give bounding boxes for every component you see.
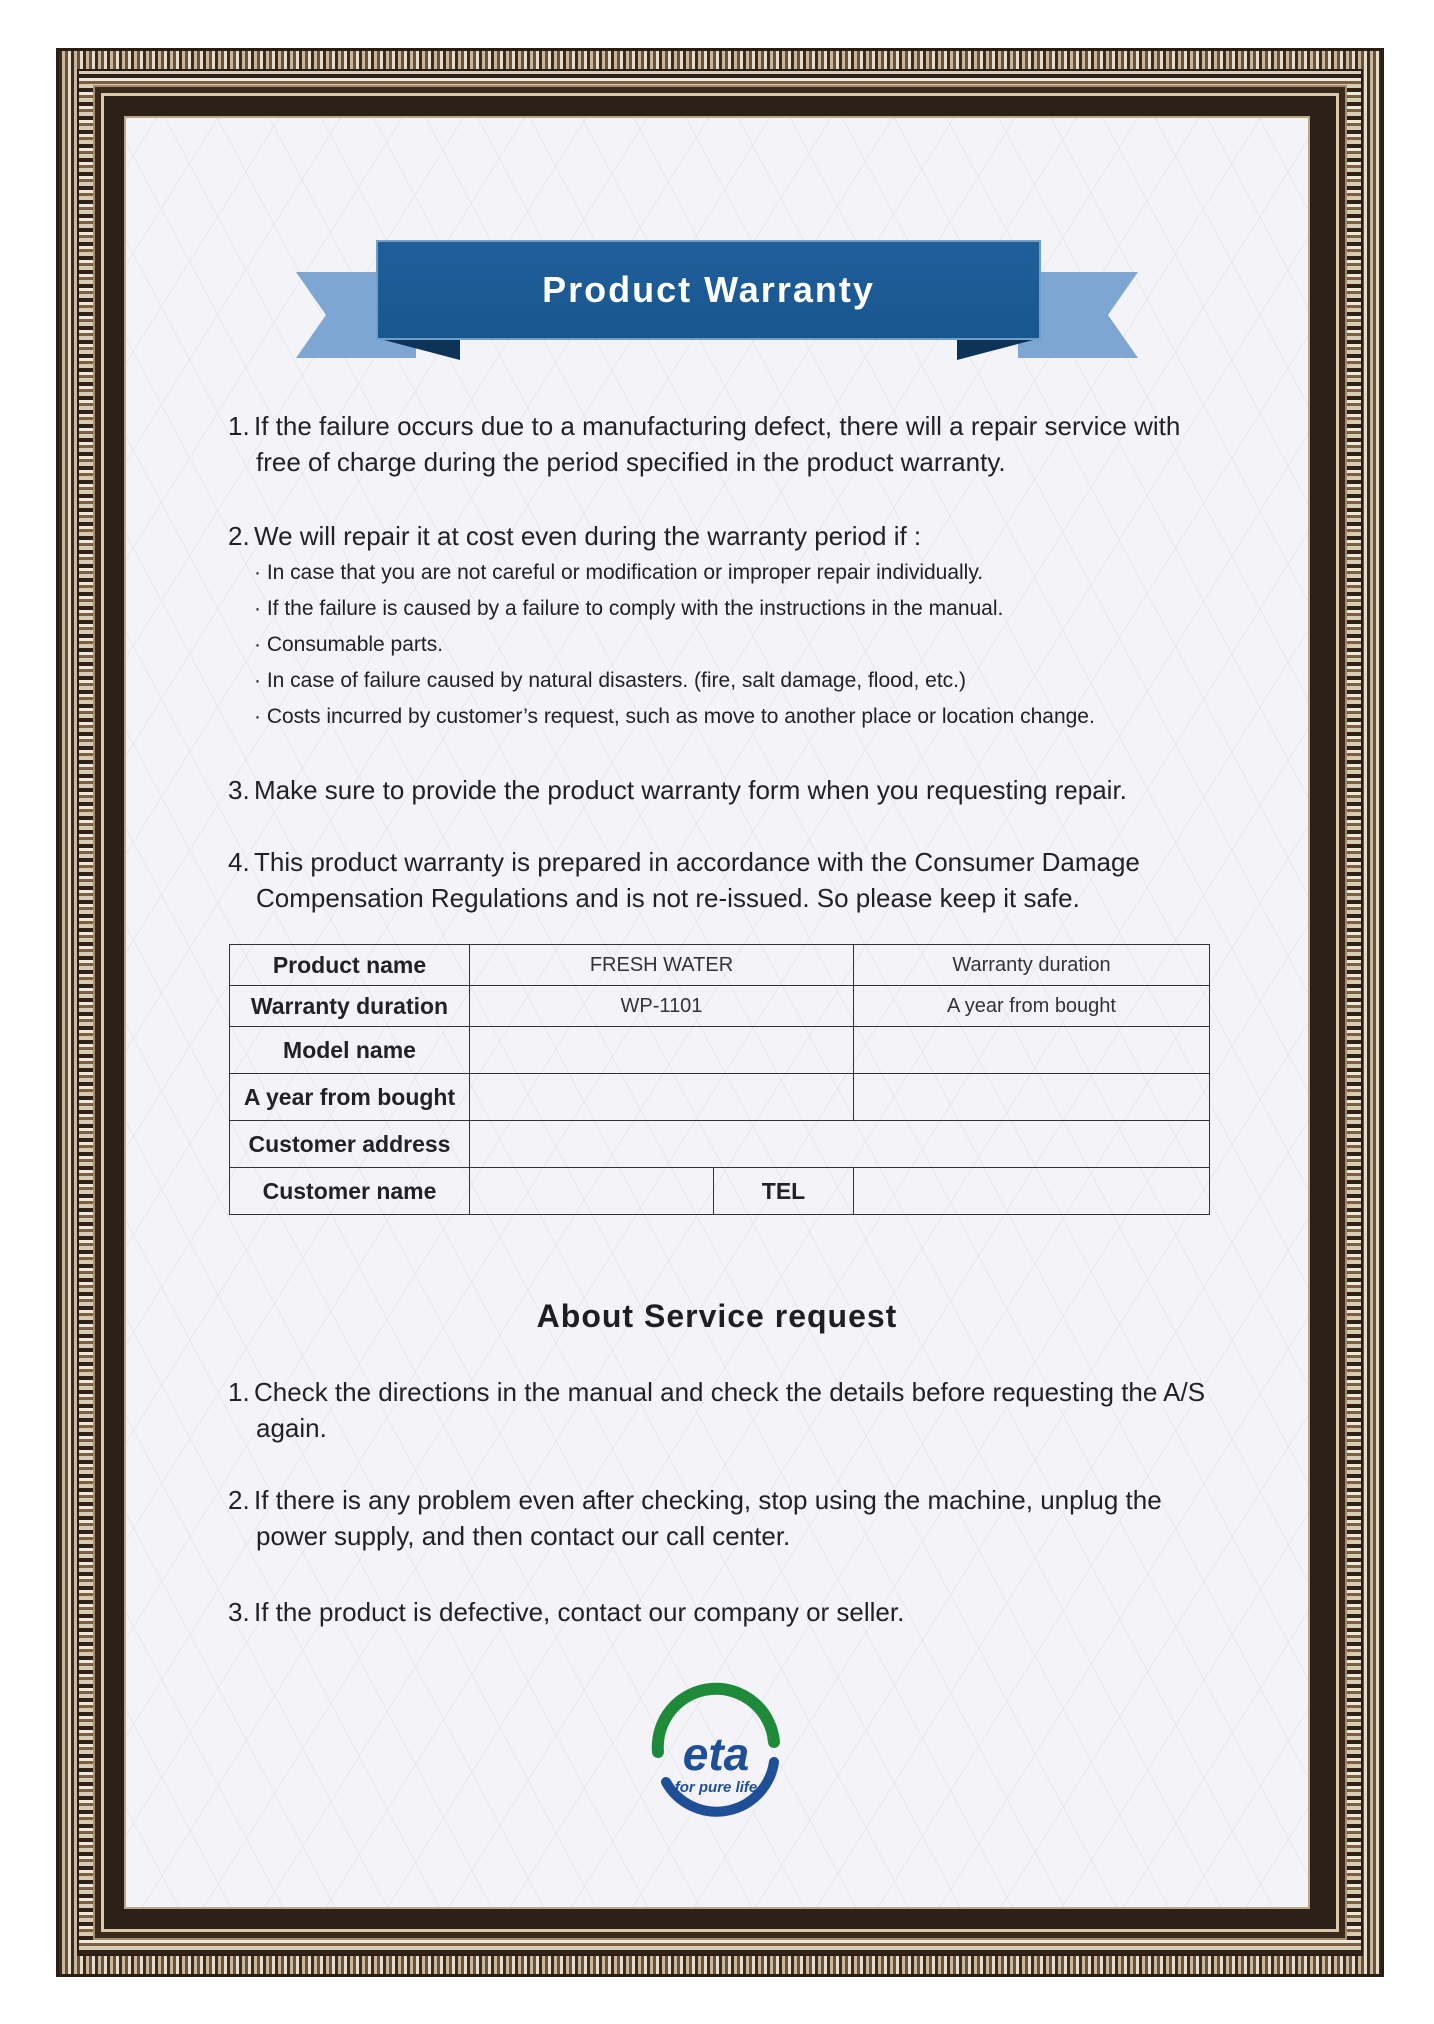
logo-brand: eta (682, 1728, 750, 1780)
warranty-item-1 (228, 408, 1180, 480)
ribbon-fold-right (957, 338, 1041, 360)
item-number: 1. (228, 411, 250, 441)
item-text: again. (256, 1413, 327, 1443)
item-text: free of charge during the period specified in the product warranty. (256, 447, 1006, 477)
item-number: 1. (228, 1377, 250, 1407)
label-tel: TEL (714, 1168, 854, 1215)
field-purchase-date-extra[interactable] (854, 1074, 1210, 1121)
field-model-name-extra[interactable] (854, 1027, 1210, 1074)
page-title: Product Warranty (542, 269, 875, 310)
item-number: 3. (228, 1597, 250, 1627)
service-section-title: About Service request (536, 1298, 898, 1334)
item-number: 4. (228, 847, 250, 877)
item-text: Make sure to provide the product warranty form when you requesting repair. (254, 775, 1127, 805)
condition-2: · If the failure is caused by a failure to comply with the instructions in the manual. (254, 597, 1004, 620)
table-row (230, 1121, 1210, 1168)
label-product-name: Product name (230, 945, 470, 986)
label-model-name: Model name (230, 1027, 470, 1074)
item-number: 2. (228, 521, 250, 551)
condition-1: · In case that you are not careful or modification or improper repair individually. (254, 561, 984, 584)
value-product-name: FRESH WATER (470, 945, 854, 986)
table-row (230, 1074, 1210, 1121)
warranty-form-table (229, 944, 1210, 1215)
value-model: WP-1101 (470, 986, 854, 1027)
item-text: We will repair it at cost even during the warranty period if : (254, 521, 922, 551)
item-text: Compensation Regulations and is not re-issued. So please keep it safe. (256, 883, 1080, 913)
condition-4: · In case of failure caused by natural disasters. (fire, salt damage, flood, etc.) (254, 669, 967, 692)
warranty-item-4 (228, 844, 1140, 916)
table-row (230, 945, 1210, 986)
label-customer-name: Customer name (230, 1168, 470, 1215)
label-warranty-duration: Warranty duration (230, 986, 470, 1027)
value-duration: A year from bought (854, 986, 1210, 1027)
field-customer-address[interactable] (470, 1121, 1210, 1168)
eta-logo (636, 1682, 796, 1830)
service-item-1 (228, 1374, 1205, 1446)
table-row (230, 1168, 1210, 1215)
logo-tagline: for pure life (674, 1779, 758, 1796)
item-text: This product warranty is prepared in accordance with the Consumer Damage (254, 847, 1140, 877)
condition-5: · Costs incurred by customer’s request, such as move to another place or location change. (254, 705, 1095, 728)
warranty-item-2 (228, 518, 921, 554)
label-year-from-bought: A year from bought (230, 1074, 470, 1121)
field-purchase-date[interactable] (470, 1074, 854, 1121)
table-row (230, 986, 1210, 1027)
table-row (230, 1027, 1210, 1074)
item-number: 3. (228, 775, 250, 805)
field-tel[interactable] (854, 1168, 1210, 1215)
item-text: power supply, and then contact our call center. (256, 1521, 791, 1551)
item-text: Check the directions in the manual and check the details before requesting the A/S (254, 1377, 1206, 1407)
warranty-item-3 (228, 772, 1127, 808)
field-model-name[interactable] (470, 1027, 854, 1074)
title-ribbon (376, 240, 1041, 340)
item-text: If the product is defective, contact our company or seller. (254, 1597, 905, 1627)
service-item-2 (228, 1482, 1162, 1554)
condition-3: · Consumable parts. (254, 633, 444, 656)
ribbon-fold-left (376, 338, 460, 360)
service-item-3 (228, 1594, 904, 1630)
item-text: If the failure occurs due to a manufacturing defect, there will a repair service with (254, 411, 1181, 441)
value-warranty-duration-header: Warranty duration (854, 945, 1210, 986)
label-customer-address: Customer address (230, 1121, 470, 1168)
item-number: 2. (228, 1485, 250, 1515)
item-text: If there is any problem even after checking, stop using the machine, unplug the (254, 1485, 1162, 1515)
field-customer-name[interactable] (470, 1168, 714, 1215)
